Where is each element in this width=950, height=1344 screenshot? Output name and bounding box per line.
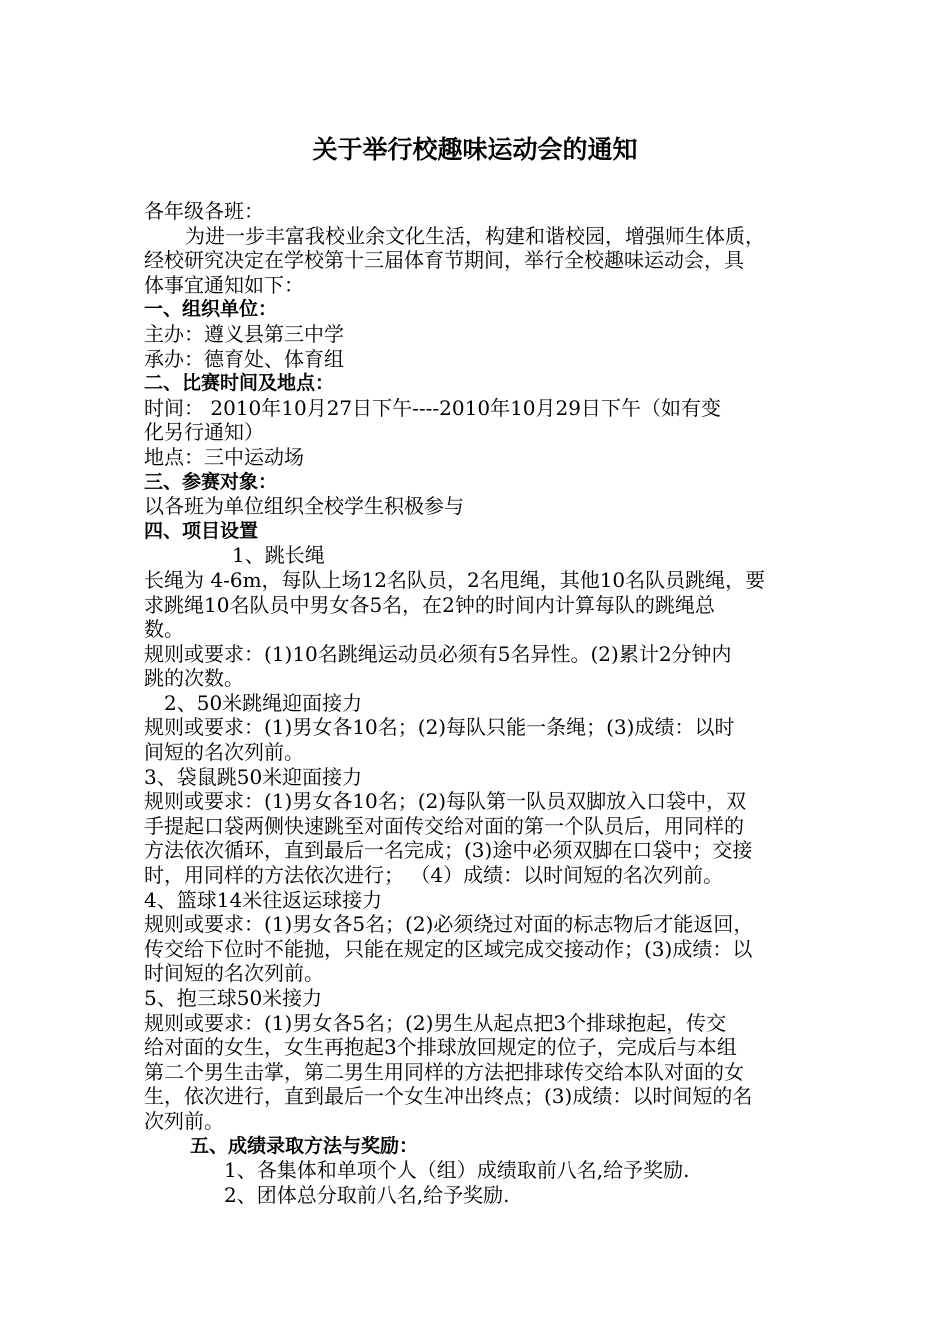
paragraph-line: 经校研究决定在学校第十三届体育节期间，举行全校趣味运动会，具 — [144, 248, 744, 273]
document-body — [144, 199, 819, 1207]
paragraph-line: 规则或要求：(1)男女各5名；(2)男生从起点把3个排球抱起，传交 — [144, 1010, 727, 1035]
paragraph-line: 化另行通知） — [144, 420, 264, 445]
paragraph-line: 规则或要求：(1)10名跳绳运动员必须有5名异性。(2)累计2分钟内 — [144, 641, 732, 666]
paragraph-line: 第二个男生击掌，第二男生用同样的方法把排球传交给本队对面的女 — [144, 1059, 744, 1084]
document-title: 关于举行校趣味运动会的通知 — [312, 135, 638, 164]
paragraph-line: 地点：三中运动场 — [144, 444, 304, 469]
paragraph-line: 规则或要求：(1)男女各10名；(2)每队第一队员双脚放入口袋中，双 — [144, 789, 747, 814]
subsection-heading: 5、抱三球50米接力 — [144, 986, 323, 1010]
paragraph-line: 手提起口袋两侧快速跳至对面传交给对面的第一个队员后，用同样的 — [144, 813, 744, 838]
paragraph-line: 传交给下位时不能抛，只能在规定的区域完成交接动作；(3)成绩：以 — [144, 936, 753, 961]
paragraph-line: 数。 — [144, 617, 184, 642]
section-heading: 一、组织单位： — [144, 298, 278, 321]
paragraph-line: 给对面的女生，女生再抱起3个排球放回规定的位子，完成后与本组 — [144, 1035, 737, 1060]
paragraph-line: 规则或要求：(1)男女各5名；(2)必须绕过对面的标志物后才能返回， — [144, 912, 754, 937]
section-heading: 二、比赛时间及地点： — [144, 372, 335, 395]
section-heading: 四、项目设置 — [144, 519, 259, 542]
paragraph-line: 以各班为单位组织全校学生积极参与 — [144, 494, 464, 519]
subsection-heading: 2、50米跳绳迎面接力 — [164, 690, 363, 715]
paragraph-line: 生，依次进行，直到最后一个女生冲出终点；(3)成绩：以时间短的名 — [144, 1084, 753, 1109]
paragraph-line: 跳的次数。 — [144, 666, 244, 691]
paragraph-line: 为进一步丰富我校业余文化生活，构建和谐校园，增强师生体质， — [185, 223, 765, 248]
paragraph-line: 时，用同样的方法依次进行； （4）成绩：以时间短的名次列前。 — [144, 863, 724, 888]
salutation: 各年级各班： — [144, 199, 264, 223]
paragraph-line: 方法依次循环，直到最后一名完成；(3)途中必须双脚在口袋中；交接 — [144, 838, 753, 863]
paragraph-line: 规则或要求：(1)男女各10名；(2)每队只能一条绳；(3)成绩：以时 — [144, 715, 735, 740]
paragraph-line: 1、各集体和单项个人（组）成绩取前八名,给予奖励. — [224, 1158, 690, 1183]
paragraph-line: 时间短的名次列前。 — [144, 961, 324, 986]
paragraph-line: 2、团体总分取前八名,给予奖励. — [224, 1182, 510, 1207]
paragraph-line: 间短的名次列前。 — [144, 740, 304, 765]
section-heading: 五、成绩录取方法与奖励： — [190, 1134, 419, 1157]
paragraph-line: 体事宜通知如下： — [144, 272, 304, 297]
subsection-heading: 3、袋鼠跳50米迎面接力 — [144, 764, 363, 789]
paragraph-line: 主办：遵义县第三中学 — [144, 321, 344, 346]
paragraph-line: 长绳为 4-6m，每队上场12名队员，2名甩绳，其他10名队员跳绳，要 — [144, 567, 766, 592]
paragraph-line: 求跳绳10名队员中男女各5名，在2钟的时间内计算每队的跳绳总 — [144, 592, 715, 617]
paragraph-line: 次列前。 — [144, 1108, 224, 1133]
paragraph-line: 承办：德育处、体育组 — [144, 346, 344, 371]
subsection-heading: 4、篮球14米往返运球接力 — [144, 887, 383, 912]
section-heading: 三、参赛对象： — [144, 470, 278, 493]
paragraph-line: 时间： 2010年10月27日下午----2010年10月29日下午（如有变 — [144, 395, 721, 420]
subsection-heading: 1、跳长绳 — [232, 543, 325, 568]
